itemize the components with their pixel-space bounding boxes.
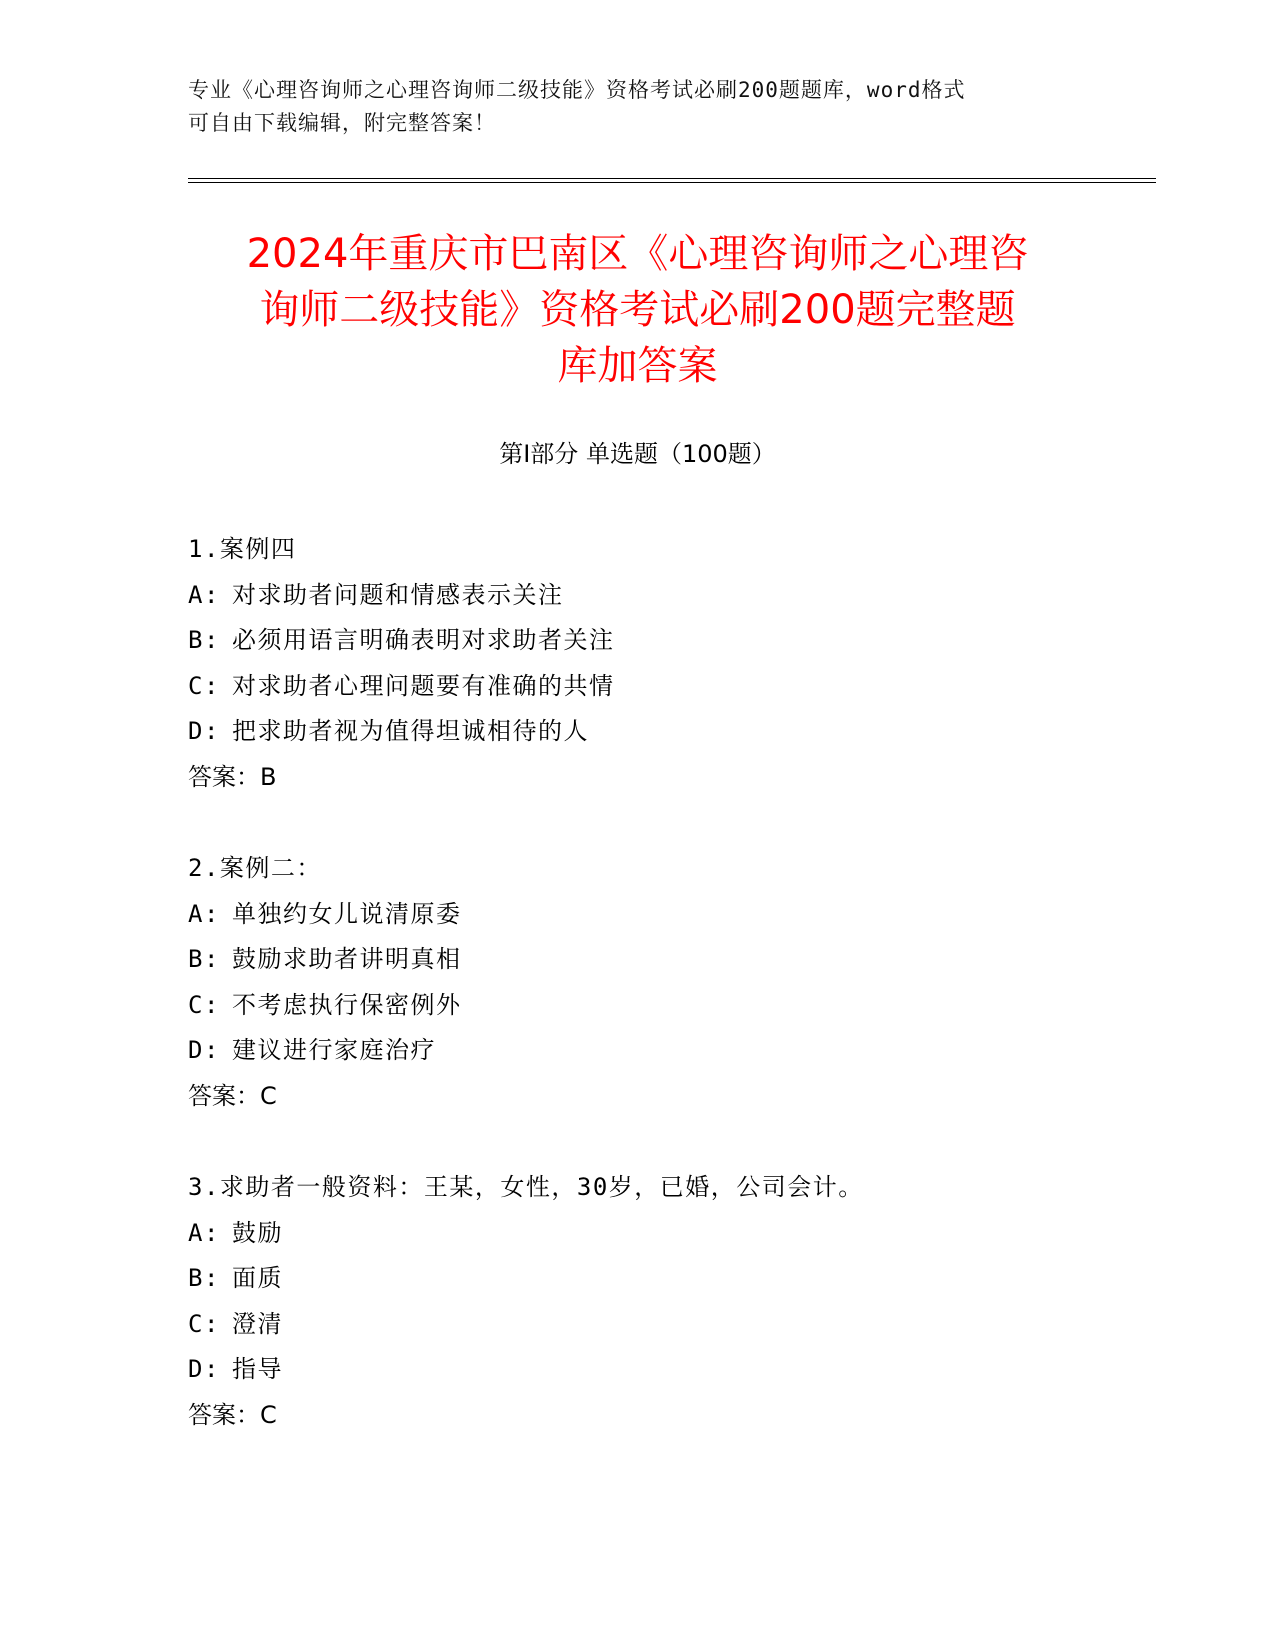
option-text: 单独约女儿说清原委 bbox=[232, 899, 462, 928]
option-c bbox=[188, 983, 1148, 1029]
header-divider-top bbox=[188, 178, 1156, 179]
option-text: 建议进行家庭治疗 bbox=[232, 1036, 436, 1064]
header-note-line-1: 专业《心理咨询师之心理咨询师二级技能》资格考试必刷200题题库，word格式 bbox=[188, 78, 966, 102]
option-text: 不考虑执行保密例外 bbox=[232, 990, 462, 1019]
option-a bbox=[188, 892, 1148, 938]
option-text: 把求助者视为值得坦诚相待的人 bbox=[232, 717, 589, 745]
option-letter: C: bbox=[188, 671, 220, 700]
option-letter: B: bbox=[188, 626, 220, 654]
answer-line: 答案：C bbox=[188, 1400, 277, 1429]
option-letter: B: bbox=[188, 1264, 220, 1292]
option-letter: A: bbox=[188, 1218, 220, 1247]
question-stem: 2.案例二： bbox=[188, 854, 322, 882]
option-letter: A: bbox=[188, 580, 220, 609]
option-letter: B: bbox=[188, 945, 220, 973]
question-stem: 1.案例四 bbox=[188, 535, 297, 563]
question-list bbox=[188, 527, 1148, 1484]
question-stem: 3.求助者一般资料：王某，女性，30岁，已婚，公司会计。 bbox=[188, 1173, 864, 1201]
option-letter: C: bbox=[188, 990, 220, 1019]
document-title-line-1: 2024年重庆市巴南区《心理咨询师之心理咨 bbox=[246, 231, 1029, 277]
option-text: 鼓励求助者讲明真相 bbox=[232, 945, 462, 973]
option-letter: A: bbox=[188, 899, 220, 928]
option-c bbox=[188, 664, 1148, 710]
option-letter: C: bbox=[188, 1309, 220, 1338]
header-note bbox=[188, 74, 1068, 140]
option-letter: D: bbox=[188, 717, 220, 745]
option-text: 面质 bbox=[232, 1264, 283, 1292]
option-b bbox=[188, 618, 1148, 664]
option-b bbox=[188, 937, 1148, 983]
option-text: 对求助者心理问题要有准确的共情 bbox=[232, 671, 615, 700]
section-heading: 第Ⅰ部分 单选题（100题） bbox=[499, 440, 776, 468]
option-c bbox=[188, 1302, 1148, 1348]
question-2 bbox=[188, 846, 1148, 1119]
option-text: 鼓励 bbox=[232, 1218, 283, 1247]
question-1 bbox=[188, 527, 1148, 800]
option-letter: D: bbox=[188, 1036, 220, 1064]
option-text: 澄清 bbox=[232, 1309, 283, 1338]
option-d bbox=[188, 1028, 1148, 1074]
option-text: 对求助者问题和情感表示关注 bbox=[232, 580, 564, 609]
option-d bbox=[188, 709, 1148, 755]
header-divider-bottom bbox=[188, 182, 1156, 183]
document-title bbox=[150, 226, 1125, 394]
option-d bbox=[188, 1347, 1148, 1393]
option-a bbox=[188, 573, 1148, 619]
question-3 bbox=[188, 1165, 1148, 1438]
document-title-line-2: 询师二级技能》资格考试必刷200题完整题 bbox=[259, 287, 1016, 333]
option-text: 指导 bbox=[232, 1355, 283, 1383]
option-b bbox=[188, 1256, 1148, 1302]
option-letter: D: bbox=[188, 1355, 220, 1383]
answer-line: 答案：B bbox=[188, 762, 277, 791]
option-text: 必须用语言明确表明对求助者关注 bbox=[232, 626, 615, 654]
header-note-line-2: 可自由下载编辑，附完整答案！ bbox=[188, 111, 496, 135]
option-a bbox=[188, 1211, 1148, 1257]
answer-line: 答案：C bbox=[188, 1081, 277, 1110]
document-title-line-3: 库加答案 bbox=[557, 343, 718, 389]
